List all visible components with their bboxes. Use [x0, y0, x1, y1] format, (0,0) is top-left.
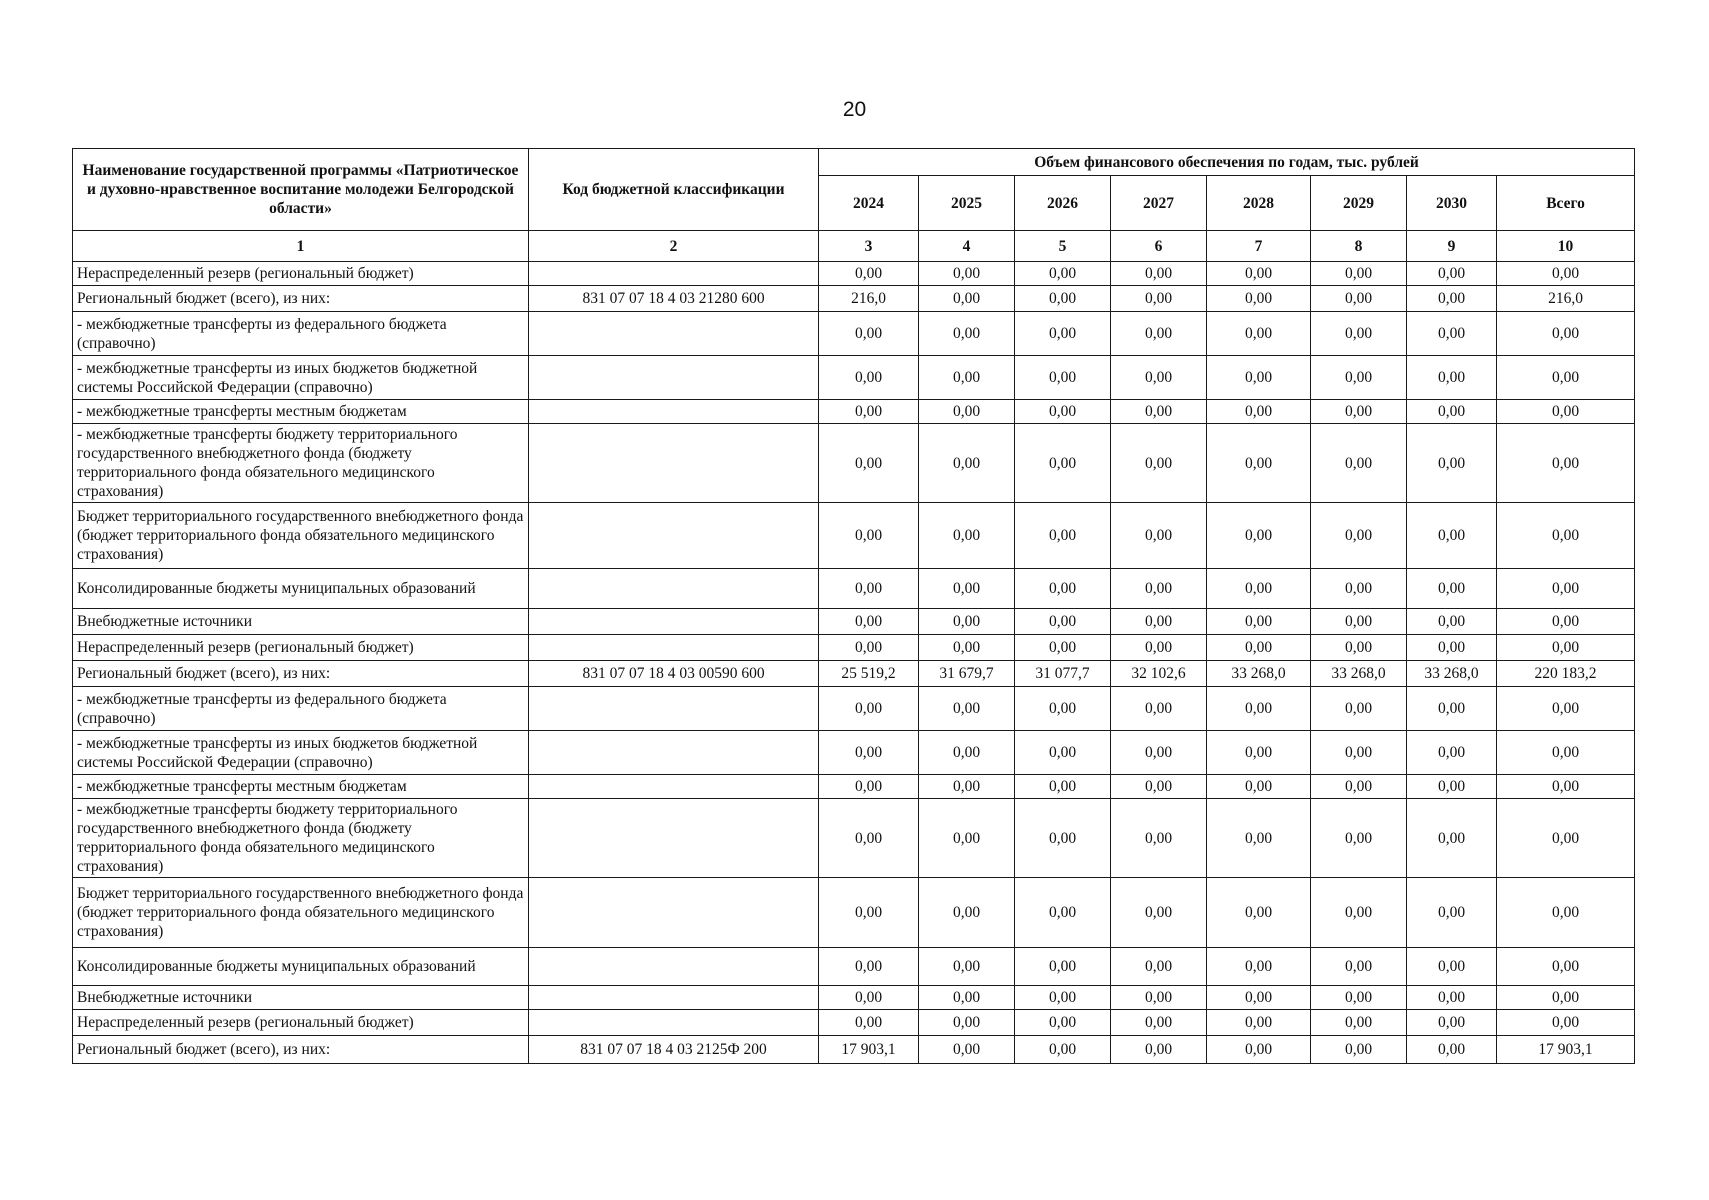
column-number: 5 [1015, 231, 1111, 262]
row-total-value: 0,00 [1497, 424, 1635, 503]
row-total-value: 0,00 [1497, 986, 1635, 1010]
column-number: 8 [1311, 231, 1407, 262]
row-year-value: 0,00 [1407, 775, 1497, 799]
row-name: - межбюджетные трансферты из иных бюджетов бюджетной системы Российской Федерации (справочно) [73, 356, 529, 400]
row-year-value: 0,00 [1311, 799, 1407, 878]
row-year-value: 0,00 [1207, 775, 1311, 799]
row-year-value: 0,00 [1111, 986, 1207, 1010]
header-year: 2026 [1015, 176, 1111, 231]
row-year-value: 0,00 [1015, 400, 1111, 424]
row-year-value: 0,00 [819, 687, 919, 731]
row-name: Консолидированные бюджеты муниципальных образований [73, 569, 529, 609]
row-name: - межбюджетные трансферты бюджету территориального государственного внебюджетного фонда (бюджету территориального фонда обязательного медицинского страхования) [73, 799, 529, 878]
column-number: 4 [919, 231, 1015, 262]
row-budget-code [529, 731, 819, 775]
header-year: 2027 [1111, 176, 1207, 231]
row-year-value: 0,00 [1111, 1010, 1207, 1036]
row-year-value: 0,00 [1407, 609, 1497, 635]
row-name: Бюджет территориального государственного внебюджетного фонда (бюджет территориального фонда обязательного медицинского страхования) [73, 878, 529, 948]
row-year-value: 0,00 [1015, 424, 1111, 503]
row-year-value: 0,00 [1207, 312, 1311, 356]
row-year-value: 0,00 [1015, 799, 1111, 878]
table-row [73, 1036, 1635, 1064]
row-budget-code: 831 07 07 18 4 03 2125Ф 200 [529, 1036, 819, 1064]
budget-table [72, 148, 1635, 1064]
row-name: - межбюджетные трансферты из федерального бюджета (справочно) [73, 687, 529, 731]
row-year-value: 0,00 [819, 635, 919, 661]
row-year-value: 0,00 [1207, 1010, 1311, 1036]
row-year-value: 0,00 [1015, 569, 1111, 609]
row-year-value: 0,00 [819, 424, 919, 503]
row-name: Нераспределенный резерв (региональный бюджет) [73, 1010, 529, 1036]
column-number: 1 [73, 231, 529, 262]
table-header [73, 149, 1635, 262]
row-year-value: 0,00 [1111, 775, 1207, 799]
row-total-value: 0,00 [1497, 687, 1635, 731]
row-year-value: 0,00 [1311, 400, 1407, 424]
row-total-value: 0,00 [1497, 503, 1635, 569]
row-year-value: 0,00 [1015, 731, 1111, 775]
row-year-value: 0,00 [1111, 1036, 1207, 1064]
row-budget-code [529, 503, 819, 569]
row-year-value: 0,00 [1311, 424, 1407, 503]
row-year-value: 0,00 [919, 986, 1015, 1010]
row-budget-code [529, 635, 819, 661]
row-year-value: 0,00 [919, 687, 1015, 731]
header-year: 2029 [1311, 176, 1407, 231]
row-year-value: 0,00 [1015, 878, 1111, 948]
row-year-value: 0,00 [1311, 986, 1407, 1010]
row-year-value: 0,00 [1207, 948, 1311, 986]
row-name: Консолидированные бюджеты муниципальных образований [73, 948, 529, 986]
row-year-value: 0,00 [919, 262, 1015, 286]
row-total-value: 220 183,2 [1497, 661, 1635, 687]
row-year-value: 0,00 [919, 799, 1015, 878]
row-year-value: 0,00 [1015, 503, 1111, 569]
row-year-value: 0,00 [919, 356, 1015, 400]
row-year-value: 0,00 [1407, 878, 1497, 948]
row-year-value: 0,00 [1015, 948, 1111, 986]
row-year-value: 0,00 [1207, 687, 1311, 731]
row-year-value: 0,00 [1207, 356, 1311, 400]
table-row [73, 948, 1635, 986]
row-year-value: 0,00 [1015, 635, 1111, 661]
row-year-value: 0,00 [1111, 878, 1207, 948]
row-total-value: 0,00 [1497, 356, 1635, 400]
row-name: - межбюджетные трансферты бюджету территориального государственного внебюджетного фонда (бюджету территориального фонда обязательного медицинского страхования) [73, 424, 529, 503]
row-name: Бюджет территориального государственного внебюджетного фонда (бюджет территориального фонда обязательного медицинского страхования) [73, 503, 529, 569]
row-year-value: 0,00 [1015, 312, 1111, 356]
column-number: 7 [1207, 231, 1311, 262]
header-program-name: Наименование государственной программы «Патриотическое и духовно-нравственное воспитание молодежи Белгородской области» [73, 149, 529, 231]
row-year-value: 0,00 [1111, 569, 1207, 609]
row-year-value: 0,00 [1407, 948, 1497, 986]
row-year-value: 0,00 [1311, 635, 1407, 661]
header-year: 2030 [1407, 176, 1497, 231]
row-budget-code [529, 400, 819, 424]
row-total-value: 0,00 [1497, 569, 1635, 609]
row-total-value: 0,00 [1497, 775, 1635, 799]
row-year-value: 0,00 [1407, 986, 1497, 1010]
row-year-value: 32 102,6 [1111, 661, 1207, 687]
row-year-value: 0,00 [819, 948, 919, 986]
row-budget-code [529, 986, 819, 1010]
table-row [73, 312, 1635, 356]
row-year-value: 0,00 [919, 312, 1015, 356]
table-row [73, 1010, 1635, 1036]
row-year-value: 0,00 [1311, 731, 1407, 775]
row-name: Нераспределенный резерв (региональный бюджет) [73, 262, 529, 286]
row-year-value: 0,00 [1407, 731, 1497, 775]
table-row [73, 400, 1635, 424]
row-year-value: 25 519,2 [819, 661, 919, 687]
row-year-value: 0,00 [1111, 262, 1207, 286]
row-year-value: 0,00 [1207, 878, 1311, 948]
row-year-value: 0,00 [819, 986, 919, 1010]
row-budget-code [529, 262, 819, 286]
row-year-value: 0,00 [1111, 609, 1207, 635]
row-year-value: 0,00 [819, 775, 919, 799]
row-name: - межбюджетные трансферты местным бюджетам [73, 400, 529, 424]
row-year-value: 0,00 [1015, 286, 1111, 312]
row-year-value: 0,00 [1311, 878, 1407, 948]
row-year-value: 0,00 [1407, 400, 1497, 424]
row-year-value: 0,00 [819, 799, 919, 878]
row-total-value: 17 903,1 [1497, 1036, 1635, 1064]
row-budget-code: 831 07 07 18 4 03 21280 600 [529, 286, 819, 312]
row-year-value: 0,00 [919, 1010, 1015, 1036]
row-year-value: 0,00 [1207, 569, 1311, 609]
row-total-value: 0,00 [1497, 878, 1635, 948]
row-year-value: 0,00 [819, 400, 919, 424]
table-row [73, 286, 1635, 312]
row-year-value: 0,00 [819, 609, 919, 635]
row-year-value: 0,00 [1407, 799, 1497, 878]
row-year-value: 0,00 [1311, 262, 1407, 286]
row-year-value: 0,00 [1311, 1036, 1407, 1064]
table-row [73, 878, 1635, 948]
table-row [73, 569, 1635, 609]
header-year: 2028 [1207, 176, 1311, 231]
row-year-value: 0,00 [1111, 312, 1207, 356]
table-row [73, 262, 1635, 286]
table-body [73, 262, 1635, 1064]
row-total-value: 0,00 [1497, 799, 1635, 878]
row-year-value: 0,00 [819, 878, 919, 948]
row-year-value: 0,00 [1407, 312, 1497, 356]
column-number: 3 [819, 231, 919, 262]
row-year-value: 0,00 [1311, 609, 1407, 635]
row-total-value: 0,00 [1497, 262, 1635, 286]
row-budget-code [529, 609, 819, 635]
table-row [73, 635, 1635, 661]
row-total-value: 0,00 [1497, 609, 1635, 635]
table-row [73, 731, 1635, 775]
row-year-value: 0,00 [1207, 424, 1311, 503]
header-volume-title: Объем финансового обеспечения по годам, тыс. рублей [819, 149, 1635, 176]
row-year-value: 0,00 [1407, 569, 1497, 609]
row-year-value: 0,00 [819, 1010, 919, 1036]
row-name: Региональный бюджет (всего), из них: [73, 286, 529, 312]
table-row [73, 775, 1635, 799]
row-year-value: 0,00 [1311, 687, 1407, 731]
row-year-value: 0,00 [1015, 356, 1111, 400]
row-name: Внебюджетные источники [73, 986, 529, 1010]
row-year-value: 0,00 [1311, 1010, 1407, 1036]
row-name: - межбюджетные трансферты местным бюджетам [73, 775, 529, 799]
row-year-value: 0,00 [819, 356, 919, 400]
row-year-value: 0,00 [1207, 286, 1311, 312]
row-year-value: 0,00 [1111, 400, 1207, 424]
row-year-value: 0,00 [1311, 503, 1407, 569]
table-row [73, 799, 1635, 878]
row-year-value: 0,00 [1015, 687, 1111, 731]
header-year: 2025 [919, 176, 1015, 231]
row-year-value: 0,00 [919, 1036, 1015, 1064]
row-year-value: 0,00 [1111, 687, 1207, 731]
row-name: Нераспределенный резерв (региональный бюджет) [73, 635, 529, 661]
row-year-value: 0,00 [819, 569, 919, 609]
row-budget-code [529, 878, 819, 948]
row-year-value: 0,00 [819, 731, 919, 775]
row-year-value: 216,0 [819, 286, 919, 312]
row-budget-code [529, 799, 819, 878]
row-year-value: 0,00 [1207, 799, 1311, 878]
row-year-value: 0,00 [1311, 948, 1407, 986]
row-budget-code: 831 07 07 18 4 03 00590 600 [529, 661, 819, 687]
table-row [73, 503, 1635, 569]
column-number: 6 [1111, 231, 1207, 262]
row-year-value: 0,00 [1015, 1036, 1111, 1064]
row-budget-code [529, 1010, 819, 1036]
row-name: - межбюджетные трансферты из иных бюджетов бюджетной системы Российской Федерации (справочно) [73, 731, 529, 775]
row-budget-code [529, 424, 819, 503]
row-year-value: 0,00 [1407, 262, 1497, 286]
row-total-value: 0,00 [1497, 948, 1635, 986]
row-year-value: 0,00 [1015, 262, 1111, 286]
row-name: Внебюджетные источники [73, 609, 529, 635]
row-budget-code [529, 569, 819, 609]
row-year-value: 0,00 [1111, 286, 1207, 312]
table-row [73, 661, 1635, 687]
row-year-value: 0,00 [1407, 286, 1497, 312]
row-year-value: 0,00 [1111, 503, 1207, 569]
table-row [73, 609, 1635, 635]
row-year-value: 0,00 [1207, 400, 1311, 424]
row-year-value: 0,00 [1311, 569, 1407, 609]
row-year-value: 0,00 [1015, 986, 1111, 1010]
row-total-value: 0,00 [1497, 731, 1635, 775]
row-year-value: 0,00 [1311, 286, 1407, 312]
row-total-value: 0,00 [1497, 635, 1635, 661]
row-budget-code [529, 356, 819, 400]
column-number: 9 [1407, 231, 1497, 262]
column-number: 10 [1497, 231, 1635, 262]
header-budget-code: Код бюджетной классификации [529, 149, 819, 231]
row-budget-code [529, 948, 819, 986]
row-year-value: 0,00 [919, 878, 1015, 948]
row-year-value: 0,00 [1407, 503, 1497, 569]
row-year-value: 0,00 [919, 503, 1015, 569]
row-total-value: 0,00 [1497, 312, 1635, 356]
page-number: 20 [842, 98, 867, 121]
row-year-value: 0,00 [1407, 424, 1497, 503]
row-year-value: 0,00 [1207, 503, 1311, 569]
row-year-value: 0,00 [919, 609, 1015, 635]
row-year-value: 0,00 [1407, 1036, 1497, 1064]
row-year-value: 0,00 [919, 569, 1015, 609]
row-budget-code [529, 775, 819, 799]
row-year-value: 0,00 [1111, 635, 1207, 661]
row-budget-code [529, 687, 819, 731]
row-year-value: 0,00 [1311, 775, 1407, 799]
row-year-value: 0,00 [1111, 731, 1207, 775]
row-year-value: 0,00 [819, 262, 919, 286]
header-total: Всего [1497, 176, 1635, 231]
row-year-value: 0,00 [919, 948, 1015, 986]
header-year: 2024 [819, 176, 919, 231]
row-year-value: 0,00 [1015, 775, 1111, 799]
row-year-value: 0,00 [1407, 687, 1497, 731]
table-row [73, 356, 1635, 400]
row-year-value: 31 679,7 [919, 661, 1015, 687]
row-year-value: 0,00 [1407, 356, 1497, 400]
row-year-value: 33 268,0 [1207, 661, 1311, 687]
row-year-value: 0,00 [919, 775, 1015, 799]
row-year-value: 0,00 [1111, 948, 1207, 986]
table-row [73, 687, 1635, 731]
row-year-value: 0,00 [1111, 799, 1207, 878]
row-year-value: 0,00 [819, 503, 919, 569]
row-name: Региональный бюджет (всего), из них: [73, 661, 529, 687]
row-year-value: 0,00 [1207, 635, 1311, 661]
row-year-value: 33 268,0 [1407, 661, 1497, 687]
table-row [73, 986, 1635, 1010]
row-year-value: 0,00 [919, 635, 1015, 661]
row-budget-code [529, 312, 819, 356]
row-year-value: 0,00 [1111, 424, 1207, 503]
row-total-value: 0,00 [1497, 400, 1635, 424]
row-year-value: 0,00 [1111, 356, 1207, 400]
row-year-value: 0,00 [1207, 986, 1311, 1010]
row-year-value: 0,00 [819, 312, 919, 356]
row-year-value: 0,00 [1015, 1010, 1111, 1036]
row-year-value: 0,00 [919, 286, 1015, 312]
row-year-value: 33 268,0 [1311, 661, 1407, 687]
row-year-value: 0,00 [919, 424, 1015, 503]
row-year-value: 0,00 [1207, 609, 1311, 635]
row-year-value: 0,00 [1407, 1010, 1497, 1036]
row-year-value: 0,00 [1407, 635, 1497, 661]
row-name: - межбюджетные трансферты из федерального бюджета (справочно) [73, 312, 529, 356]
row-total-value: 216,0 [1497, 286, 1635, 312]
row-year-value: 0,00 [919, 731, 1015, 775]
row-name: Региональный бюджет (всего), из них: [73, 1036, 529, 1064]
table-row [73, 424, 1635, 503]
row-year-value: 31 077,7 [1015, 661, 1111, 687]
row-total-value: 0,00 [1497, 1010, 1635, 1036]
row-year-value: 0,00 [1015, 609, 1111, 635]
row-year-value: 0,00 [1207, 1036, 1311, 1064]
row-year-value: 0,00 [1207, 262, 1311, 286]
row-year-value: 0,00 [1311, 312, 1407, 356]
row-year-value: 0,00 [1207, 731, 1311, 775]
row-year-value: 0,00 [919, 400, 1015, 424]
row-year-value: 17 903,1 [819, 1036, 919, 1064]
row-year-value: 0,00 [1311, 356, 1407, 400]
column-number: 2 [529, 231, 819, 262]
